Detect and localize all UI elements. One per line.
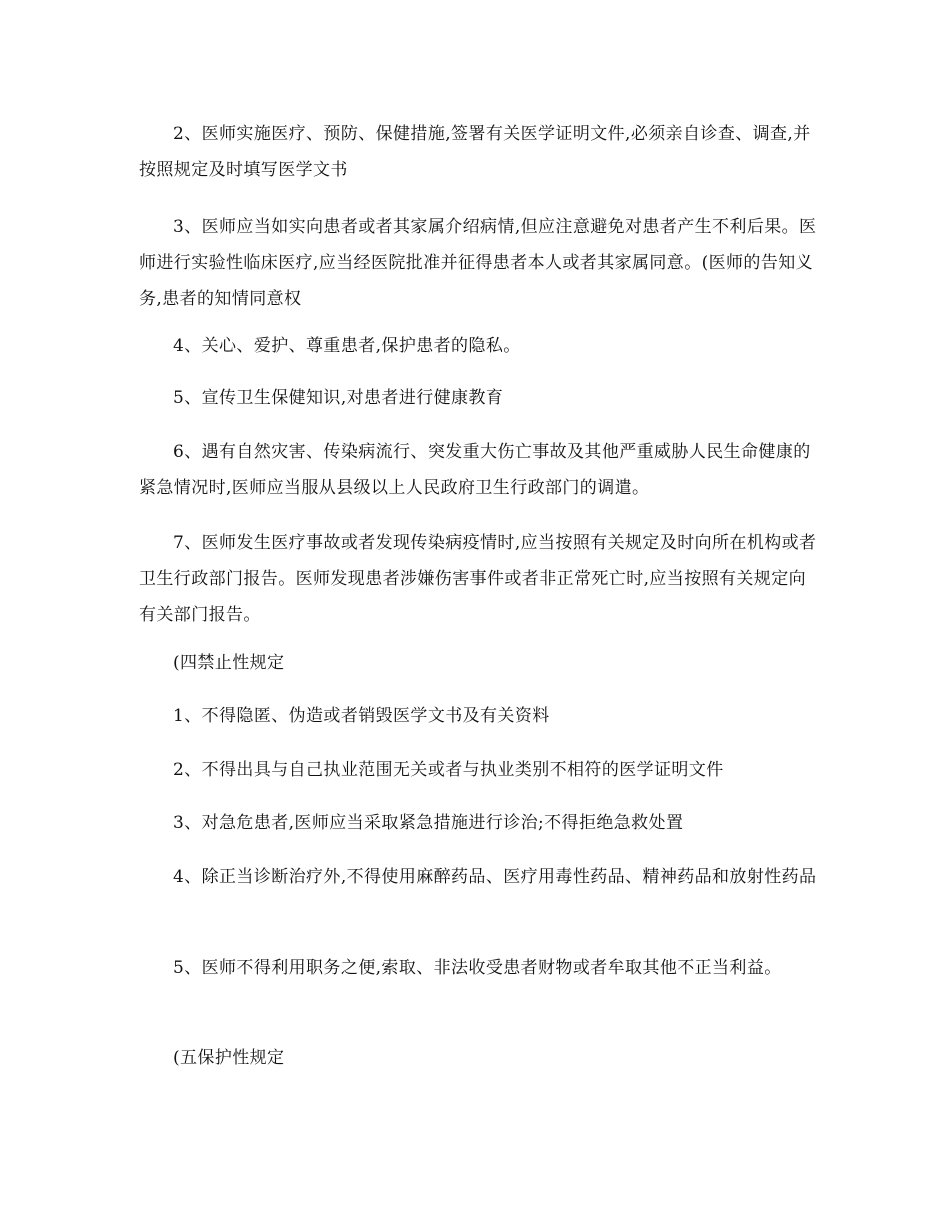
prohibition-item-2: 2、不得出具与自己执业范围无关或者与执业类别不相符的医学证明文件 [173,760,724,780]
section-heading-prohibitions: (四禁止性规定 [173,653,285,673]
prohibition-item-1: 1、不得隐匿、伪造或者销毁医学文书及有关资料 [173,706,550,726]
paragraph-item-2: 2、医师实施医疗、预防、保健措施,签署有关医学证明文件,必须亲自诊查、调查,并按照规定及时填写医学文书 [139,124,811,180]
prohibition-item-4: 4、除正当诊断治疗外,不得使用麻醉药品、医疗用毒性药品、精神药品和放射性药品 [173,867,817,887]
prohibition-item-3: 3、对急危患者,医师应当采取紧急措施进行诊治;不得拒绝急救处置 [173,813,684,833]
prohibition-item-5: 5、医师不得利用职务之便,索取、非法收受患者财物或者牟取其他不正当利益。 [173,958,782,978]
paragraph-item-5: 5、宣传卫生保健知识,对患者进行健康教育 [173,388,504,408]
paragraph-item-7: 7、医师发生医疗事故或者发现传染病疫情时,应当按照有关规定及时向所在机构或者卫生行政部门报告。医师发现患者涉嫌伤害事件或者非正常死亡时,应当按照有关规定向有关部门报告。 [139,533,817,625]
paragraph-item-4: 4、关心、爱护、尊重患者,保护患者的隐私。 [173,336,521,356]
paragraph-item-3: 3、医师应当如实向患者或者其家属介绍病情,但应注意避免对患者产生不利后果。医师进行实验性临床医疗,应当经医院批准并征得患者本人或者其家属同意。(医师的告知义务,患者的知情同意权 [139,217,817,309]
section-heading-protections: (五保护性规定 [173,1048,285,1068]
paragraph-item-6: 6、遇有自然灾害、传染病流行、突发重大伤亡事故及其他严重威胁人民生命健康的紧急情况时,医师应当服从县级以上人民政府卫生行政部门的调遣。 [139,442,811,498]
